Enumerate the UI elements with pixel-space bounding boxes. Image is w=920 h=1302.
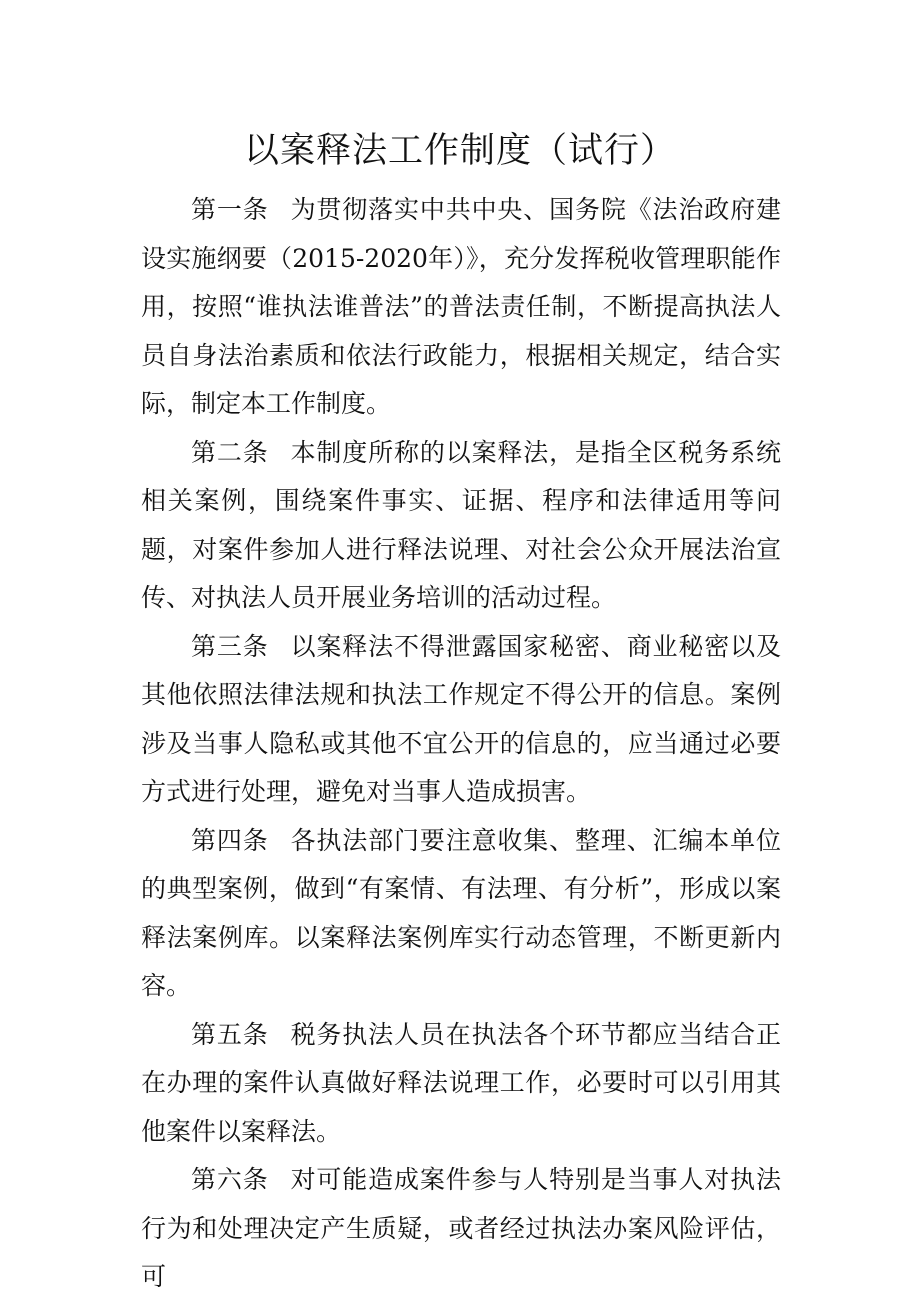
article-1 [141,186,781,429]
document-body [141,186,781,1302]
article-number: 第四条 [191,825,269,855]
article-4 [141,817,781,1011]
article-text: 对可能造成案件参与人特别是当事人对执法行为和处理决定产生质疑，或者经过执法办案风险评估，可 [141,1165,781,1291]
article-number: 第六条 [191,1165,269,1194]
article-6 [141,1156,781,1302]
document-title: 以案释法工作制度（试行） [243,131,676,171]
article-number: 第五条 [191,1019,269,1049]
article-text: 为贯彻落实中共中央、国务院《法治政府建设实施纲要（2015-2020年）》，充分发挥税收管理职能作用，按照“谁执法谁普法”的普法责任制，不断提高执法人员自身法治素质和依法行政能力，根据相关规定，结合实际，制定本工作制度。 [141,195,781,418]
article-number: 第二条 [191,437,269,467]
article-text: 以案释法不得泄露国家秘密、商业秘密以及其他依照法律法规和执法工作规定不得公开的信息。案例涉及当事人隐私或其他不宜公开的信息的，应当通过必要方式进行处理，避免对当事人造成损害。 [141,631,781,806]
article-text: 本制度所称的以案释法，是指全区税务系统相关案例，围绕案件事实、证据、程序和法律适用等问题，对案件参加人进行释法说理、对社会公众开展法治宣传、对执法人员开展业务培训的活动过程。 [141,437,781,612]
article-2 [141,429,781,623]
article-text: 各执法部门要注意收集、整理、汇编本单位的典型案例，做到“有案情、有法理、有分析”，形成以案释法案例库。以案释法案例库实行动态管理，不断更新内容。 [141,825,781,1000]
article-number: 第三条 [191,631,269,661]
article-text: 税务执法人员在执法各个环节都应当结合正在办理的案件认真做好释法说理工作，必要时可以引用其他案件以案释法。 [141,1019,781,1146]
article-5 [141,1011,781,1157]
article-3 [141,623,781,817]
article-number: 第一条 [191,195,269,224]
